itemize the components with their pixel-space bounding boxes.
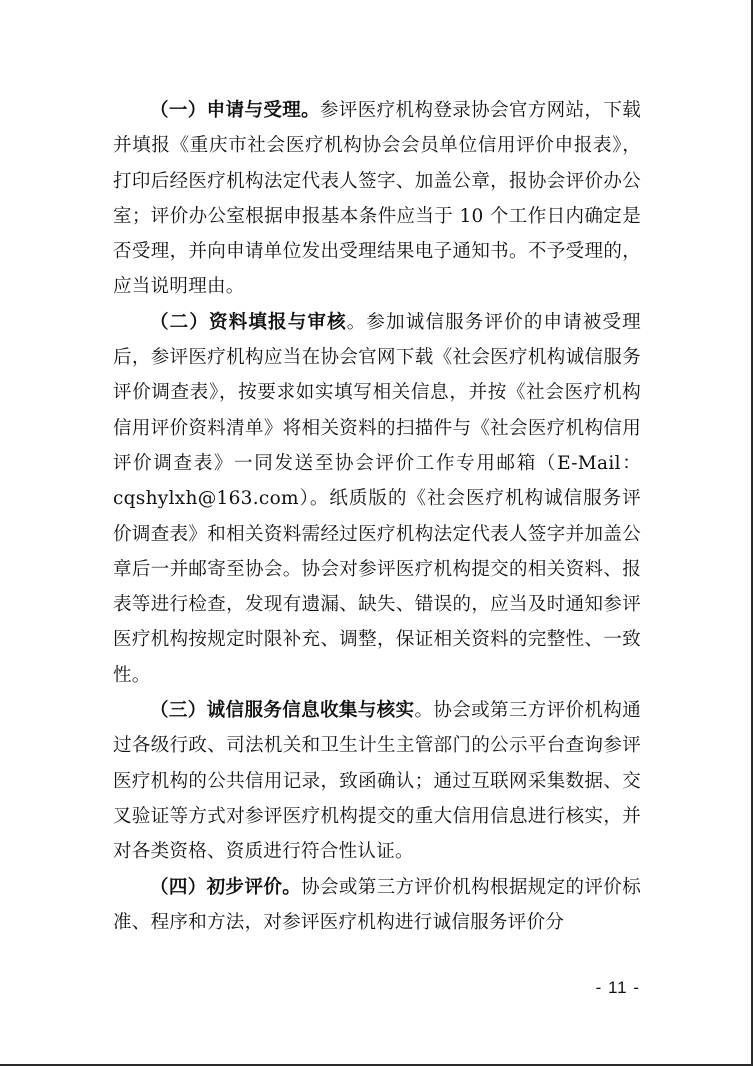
section-3-paragraph [113, 693, 641, 869]
section-4-heading: （四）初步评价。 [150, 876, 302, 898]
section-2-paragraph [113, 305, 641, 693]
section-1-paragraph [113, 93, 641, 305]
section-1-text: 参评医疗机构登录协会官方网站，下载并填报《重庆市社会医疗机构协会会员单位信用评价申报表》，打印后经医疗机构法定代表人签字、加盖公章，报协会评价办公室；评价办公室根据申报基本条件应当于 10 个工作日内确定是否受理，并向申请单位发出受理结果电子通知书。不予受理的， 应当说明理由。 [113, 100, 642, 298]
section-3-heading: （三）诚信服务信息收集与核实 [150, 700, 415, 722]
section-2-heading: （二）资料填报与审核 [150, 311, 347, 333]
page-number: - 11 - [595, 978, 640, 997]
section-4-text: 协会或第三方评价机构根据规定的评价标准、程序和方法，对参评医疗机构进行诚信服务评价分 [113, 876, 641, 933]
document-body [113, 93, 641, 940]
section-4-paragraph [113, 870, 641, 941]
section-1-heading: （一）申请与受理。 [150, 100, 320, 121]
section-2-text: 。参加诚信服务评价的申请被受理后，参评医疗机构应当在协会官网下载《社会医疗机构诚信服务评价调查表》，按要求如实填写相关信息，并按《社会医疗机构信用评价资料清单》将相关资料的扫描件与《社会医疗机构信用评价调查表》一同发送至协会评价工作专用邮箱（E-Mail：cqshylxh@163.com）。纸质版的《社会医疗机构诚信服务评价调查表》和相关资料需经过医疗机构法定代表人签字并加盖公章后一并邮寄至协会。协会对参评医疗机构提交的相关资料、报表等进行检查，发现有遗漏、缺失、错误的，应当及时通知参评医疗机构按规定时限补充、调整，保证相关资料的完整性、一致性。 [113, 311, 641, 686]
section-3-text: 。协会或第三方评价机构通过各级行政、司法机关和卫生计生主管部门的公示平台查询参评医疗机构的公共信用记录，致函确认；通过互联网采集数据、交叉验证等方式对参评医疗机构提交的重大信用信息进行核实，并对各类资格、资质进行符合性认证。 [113, 700, 642, 863]
